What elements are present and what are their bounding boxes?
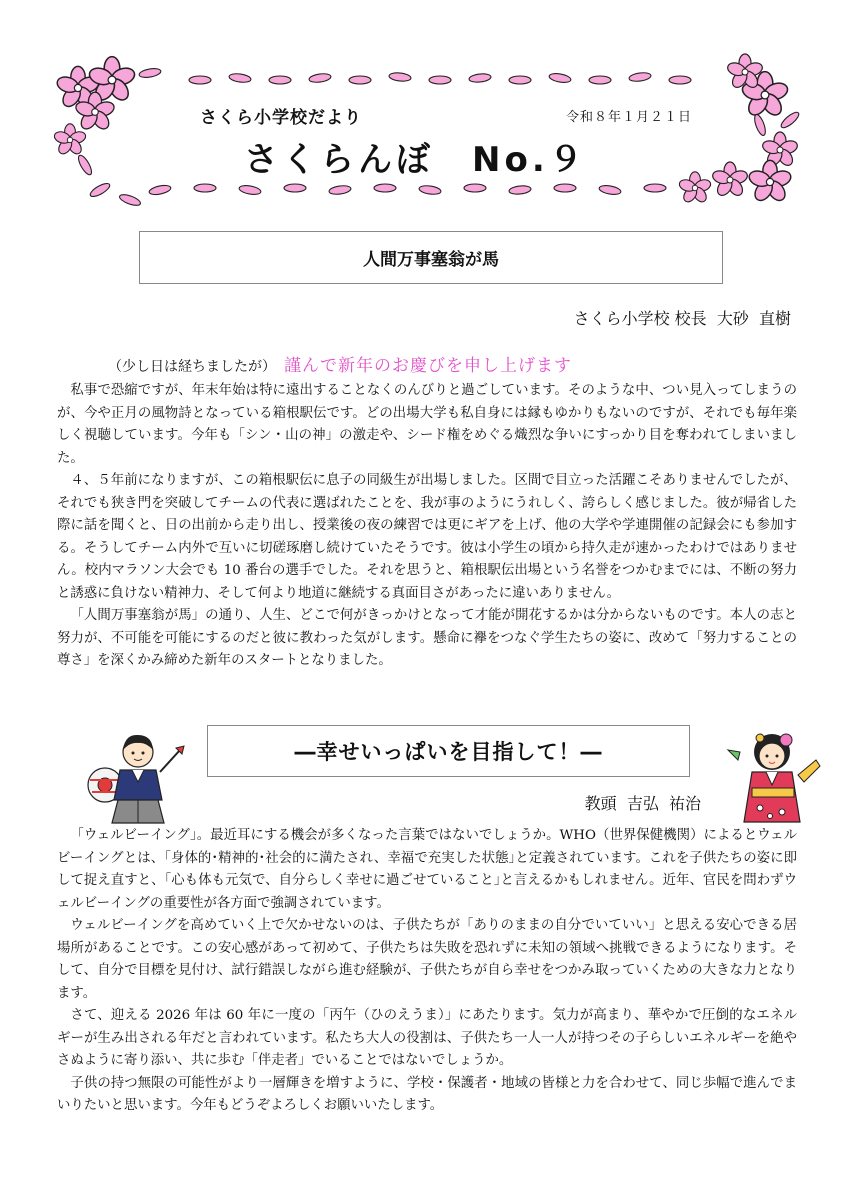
vice-principal-byline: 教頭 吉弘 祐治 <box>584 794 701 813</box>
vice-principal-article-body <box>57 825 797 1118</box>
issue-date: 令和８年１月２１日 <box>566 110 693 125</box>
new-year-greeting <box>108 351 572 376</box>
greeting-note: （少し日は経ちましたが） <box>108 359 276 375</box>
sakura-frame-decoration <box>0 0 849 215</box>
paragraph: さて、迎える 2026 年は 60 年に一度の「丙午（ひのえうま）」にあたります。気力が高まり、華やかで圧倒的なエネルギーが生み出される年だと言われています。私たち大人の役割は、子供たち一人一人が持つその子らしいエネルギーを絶やさぬように寄り添い、共に歩む「伴走者」でいることではないでしょうか。 <box>57 1008 797 1068</box>
vice-principal-article-heading: ―幸せいっぱいを目指して！― <box>294 740 603 764</box>
paragraph: 子供の持つ無限の可能性がより一層輝きを増すように、学校・保護者・地域の皆様と力を合わせて、同じ歩幅で進んでまいりたいと思います。今年もどうぞよろしくお願いいたします。 <box>57 1075 797 1113</box>
principal-article-body <box>57 380 797 673</box>
paragraph: 私事で恐縮ですが、年末年始は特に遠出することなくのんびりと過ごしています。そのような中、つい見入ってしまうのが、今や正月の風物詩となっている箱根駅伝です。どの出場大学も私自身には縁もゆかりもないのですが、それでも毎年楽しく視聴しています。今年も「シン・山の神」の激走や、シード権をめぐる熾烈な争いにすっかり目を奪われてしまいました。 <box>57 383 797 466</box>
paragraph: 「ウェルビーイング」。最近耳にする機会が多くなった言葉ではないでしょうか。WHO（世界保健機関）によるとウェルビーイングとは、｢身体的･精神的･社会的に満たされ、幸福で充実した状態｣と定義されています。これを子供たちの姿に即して捉え直すと、｢心も体も元気で、自分らしく幸せに過ごせていること｣と言えるかもしれません。近年、官民を問わずウェルビーイングの重要性が各方面で強調されています。 <box>57 828 797 911</box>
boy-in-hakama-icon <box>80 730 190 825</box>
newsletter-title: さくらんぼ No.９ <box>244 140 587 180</box>
paragraph: ウェルビーイングを高めていく上で欠かせないのは、子供たちが「ありのままの自分でいていい」と思える安心できる居場所があることです。この安心感があって初めて、子供たちは失敗を恐れずに未知の領域へ挑戦できるようになります。そして、自分で目標を見付け、試行錯誤しながら進む経験が、子供たちが自ら幸せをつかみ取っていくための大きな力となります。 <box>57 918 797 1001</box>
paragraph: ４、５年前になりますが、この箱根駅伝に息子の同級生が出場しました。区間で目立った活躍こそありませんでしたが、それでも狭き門を突破してチームの代表に選ばれたことを、我が事のようにうれしく、誇らしく感じました。彼が帰省した際に話を聞くと、日の出前から走り出し、授業後の夜の練習では更にギアを上げ、他の大学や学連開催の記録会にも参加する。そうしてチーム内外で互いに切磋琢磨し続けていたそうです。彼は小学生の頃から持久走が速かったわけではありません。校内マラソン大会でも 10 番台の選手でした。それを思うと、箱根駅伝出場という名誉をつかむまでには、不断の努力と誘惑に負けない精神力、そして何より地道に継続する真面目さがあったに違いありません。 <box>57 473 797 601</box>
school-newsletter-label: さくら小学校だより <box>200 108 362 128</box>
greeting-main: 謹んで新年のお慶びを申し上げます <box>284 356 572 376</box>
paragraph: 「人間万事塞翁が馬」の通り、人生、どこで何がきっかけとなって才能が開花するかは分からないものです。本人の志と努力が、不可能を可能にするのだと彼に教わった気がします。懸命に襷をつなぐ学生たちの姿に、改めて「努力することの尊さ」を深くかみ締めた新年のスタートとなりました。 <box>57 608 797 668</box>
principal-byline: さくら小学校 校長 大砂 直樹 <box>573 309 791 328</box>
vice-principal-article-heading-box <box>207 725 690 777</box>
principal-article-heading-box <box>139 231 723 284</box>
principal-article-heading: 人間万事塞翁が馬 <box>363 250 499 270</box>
girl-in-kimono-icon <box>720 730 830 825</box>
